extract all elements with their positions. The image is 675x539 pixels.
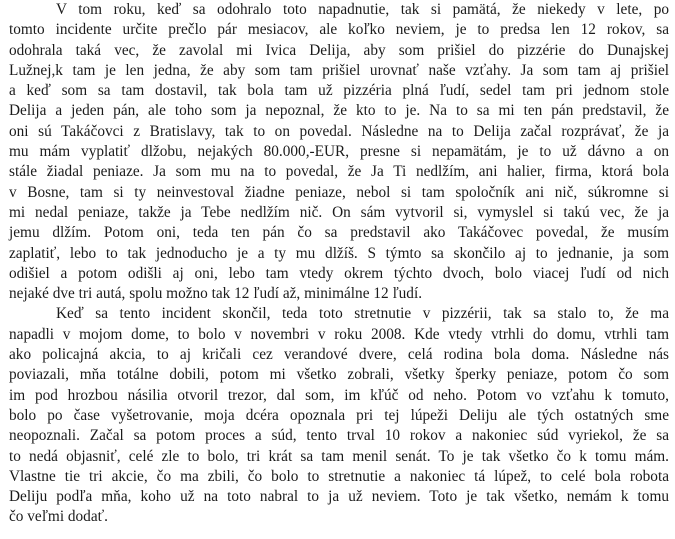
paragraph-1	[9, 0, 669, 304]
text-line: zaplatiť, lebo to tak jednoducho je a ty mu dlžíš. S týmto sa skončilo aj to jednanie, ja som	[9, 244, 669, 262]
text-line: Keď sa tento incident skončil, teda toto stretnutie v pizzérii, tak sa stalo to, že ma	[56, 305, 669, 323]
text-line: im pod hrozbou násilia otvoril trezor, dal som, im kľúč od neho. Potom vo vzťahu k tomuto,	[9, 386, 669, 404]
text-line: čo veľmi dodať.	[9, 508, 108, 526]
text-line: Lužnej,k tam je len jedna, že aby som tam prišiel urovnať naše vzťahy. Ja som tam aj prišiel	[9, 61, 669, 79]
text-line: ako policajná akcia, to aj kričali cez verandové dvere, celá rodina bola doma. Následne nás	[9, 346, 669, 364]
text-line: a keď som sa tam dostavil, tak bola tam už pizzéria plná ľudí, sedel tam pri jednom stole	[9, 82, 669, 100]
text-line: nejaké dve tri autá, spolu možno tak 12 ľudí až, minimálne 12 ľudí.	[9, 285, 423, 303]
text-line: stále žiadal peniaze. Ja som mu na to povedal, že Ja Ti nedlžím, ani halier, firma, ktorá bola	[9, 163, 669, 181]
text-line: Delija a jeden pán, ale toho som ja nepoznal, že kto to je. Na to sa mi ten pán predstavil, že	[9, 102, 669, 120]
paragraph-2	[9, 304, 669, 527]
text-line: v Bosne, tam si ty neinvestoval žiadne peniaze, nebol si tam spoločník ani nič, súkromne si	[9, 183, 669, 201]
text-line: napadli v mojom dome, to bolo v novembri v roku 2008. Kde vtedy vtrhli do domu, vtrhli tam	[9, 325, 669, 343]
text-line: V tom roku, keď sa odohralo toto napadnutie, tak si pamätá, že niekedy v lete, po	[56, 1, 669, 18]
text-line: oni sú Takáčovci z Bratislavy, tak to on povedal. Následne na to Delija začal rozprávať, že ja	[9, 122, 669, 140]
text-line: jemu dlžím. Potom oni, teda ten pán čo sa predstavil ako Takáčovec povedal, že musím	[9, 224, 669, 242]
text-line: neopoznali. Začal sa potom proces a súd, tento trval 10 rokov a nakoniec súd vyriekol, že sa	[9, 427, 669, 445]
text-line: odišiel a potom odišli aj oni, lebo tam vtedy okrem týchto dvoch, bolo viacej ľudí od nich	[9, 264, 669, 282]
text-line: mi nedal peniaze, takže ja Tebe nedlžím nič. On sám vytvoril si, vymyslel si takú vec, že ja	[9, 203, 669, 221]
text-line: mu mám vyplatiť dlžobu, nejakých 80.000,-EUR, presne si nepamätám, je to už dávno a on	[9, 143, 669, 161]
text-line: odohrala taká vec, že zavolal mi Ivica Delija, aby som prišiel do pizzérie do Dunajskej	[9, 41, 669, 59]
text-line: poviazali, mňa totálne dobili, potom mi všetko zobrali, všetky šperky peniaze, potom čo som	[9, 366, 669, 384]
text-line: tomto incidente určite prečlo pár mesiacov, ale koľko neviem, je to predsa len 12 rokov, sa	[9, 21, 669, 39]
text-line: Vlastne tie tri akcie, čo ma zbili, čo bolo to stretnutie a nakoniec tá lúpež, to celé bola robota	[9, 467, 669, 485]
statement-text	[9, 0, 669, 528]
text-line: bolo po čase vyšetrovanie, moja dcéra opoznala pri tej lúpeži Deliju ale tých ostatných sme	[9, 406, 669, 424]
text-line: to nedá objasniť, celé zle to bolo, tri krát sa tam menil senát. To je tak všetko čo k tomu mám.	[9, 447, 669, 465]
text-line: Deliju podľa mňa, koho už na toto nabral to ja už neviem. Toto je tak všetko, nemám k tomu	[9, 488, 669, 506]
